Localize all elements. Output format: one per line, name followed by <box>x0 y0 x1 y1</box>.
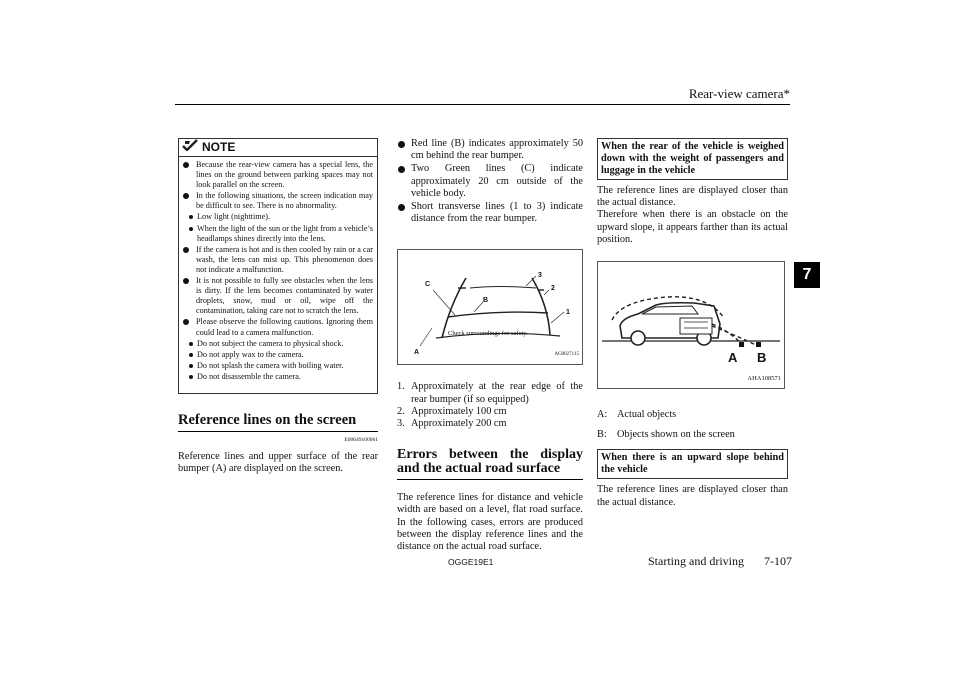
section-title: Reference lines on the screen <box>178 411 357 428</box>
note-item: In the following situations, the screen indication may be difficult to see. There is no abnormality. <box>183 191 373 211</box>
figure-code: AG0027115 <box>554 352 579 358</box>
section-body: Reference lines and upper surface of the rear bumper (A) are displayed on the screen. <box>178 451 378 475</box>
label-c: C <box>425 281 431 289</box>
sub-bullet-icon <box>189 342 193 346</box>
sub-bullet-icon <box>189 353 193 357</box>
list-item: 1. Approximately at the rear edge of the rear bumper (if so equipped) <box>397 381 583 405</box>
page-number: 7-107 <box>764 554 792 568</box>
section-rule <box>178 431 378 432</box>
bullet-icon <box>183 247 189 253</box>
sub-bullet-icon <box>189 375 193 379</box>
section-code: E00649100061 <box>344 436 378 443</box>
note-label: NOTE <box>202 140 236 155</box>
subheading-box: When there is an upward slope behind the vehicle <box>597 449 788 479</box>
screen-caption: Check surroundings for safety. <box>448 330 528 338</box>
note-item: It is not possible to fully see obstacles when the lens is dirty. If the lens becomes contaminated by water droplets, snow, mud or oil, wipe off the contamination, taking care not to scratch the lens. <box>183 276 373 316</box>
legend-row: A: Actual objects <box>597 409 677 421</box>
vehicle-slope-figure <box>597 261 785 389</box>
note-body <box>179 157 377 393</box>
footer-section: Starting and driving <box>648 554 744 568</box>
list-item: Red line (B) indicates approximately 50 cm behind the rear bumper. <box>397 138 583 162</box>
label-1: 1 <box>566 309 570 317</box>
footer-page <box>648 554 792 569</box>
list-item: Two Green lines (C) indicate approximately 20 cm outside of the vehicle body. <box>397 163 583 200</box>
bullet-icon <box>183 278 189 284</box>
header-rule <box>175 104 790 105</box>
note-item: Because the rear-view camera has a special lens, the lines on the ground between parking spaces may not look parallel on the screen. <box>183 160 373 190</box>
note-subitem: Do not subject the camera to physical shock. <box>189 339 373 349</box>
sub-bullet-icon <box>189 227 193 231</box>
column-left <box>178 138 378 476</box>
paragraph: Therefore when there is an obstacle on the upward slope, it appears farther than its actual position. <box>597 209 788 245</box>
camera-screen-figure <box>397 249 583 365</box>
note-subitem: When the light of the sun or the light from a vehicle’s headlamps shines directly into the lens. <box>189 224 373 244</box>
legend-row: B: Objects shown on the screen <box>597 429 735 441</box>
note-item: Please observe the following cautions. Ignoring them could lead to a camera malfunction. <box>183 317 373 337</box>
bullet-icon <box>183 193 189 199</box>
label-b: B <box>483 297 489 305</box>
figure-legend <box>597 409 788 441</box>
section-rule <box>397 479 583 480</box>
figure-code: AHA108571 <box>747 374 781 382</box>
note-subitem: Do not splash the camera with boiling water. <box>189 361 373 371</box>
bullet-icon <box>183 162 189 168</box>
paragraph: The reference lines are displayed closer than the actual distance. <box>597 484 788 508</box>
chapter-tab: 7 <box>794 262 820 288</box>
numbered-list <box>397 381 583 430</box>
camera-screen-diagram <box>398 250 582 364</box>
section-body: The reference lines for distance and vehicle width are based on a level, flat road surface. In the following cases, errors are produced between the display reference lines and the distance on the actual road surface. <box>397 492 583 553</box>
list-item: 3. Approximately 200 cm <box>397 418 507 430</box>
note-subitem: Low light (nighttime). <box>189 212 373 222</box>
paragraph: The reference lines are displayed closer than the actual distance. <box>597 185 788 209</box>
section-title: Errors between the display and the actual road surface <box>397 447 583 477</box>
bullet-icon <box>398 166 405 173</box>
subheading-box: When the rear of the vehicle is weighed down with the weight of passengers and luggage in the vehicle <box>597 138 788 180</box>
note-icon <box>182 139 198 155</box>
running-header-title: Rear-view camera* <box>688 86 790 101</box>
label-a: A <box>414 349 420 357</box>
list-item: 2. Approximately 100 cm <box>397 405 507 417</box>
bullet-icon <box>398 204 405 211</box>
vehicle-slope-diagram <box>598 262 784 388</box>
column-middle <box>397 138 583 553</box>
note-subitem: Do not apply wax to the camera. <box>189 350 373 360</box>
note-header <box>179 139 377 157</box>
note-box <box>178 138 378 394</box>
footer-code: OGGE19E1 <box>448 557 494 567</box>
note-subitem: Do not disassemble the camera. <box>189 372 373 382</box>
label-3: 3 <box>538 272 542 280</box>
bullet-icon <box>398 141 405 148</box>
sub-bullet-icon <box>189 215 193 219</box>
label-b: B <box>757 350 767 366</box>
label-a: A <box>728 350 738 366</box>
list-item: Short transverse lines (1 to 3) indicate distance from the rear bumper. <box>397 201 583 225</box>
bullet-icon <box>183 319 189 325</box>
note-item: If the camera is hot and is then cooled by rain or a car wash, the lens can mist up. This phenomenon does not indicate a malfunction. <box>183 245 373 275</box>
sub-bullet-icon <box>189 364 193 368</box>
label-2: 2 <box>551 285 555 293</box>
column-right <box>597 138 788 509</box>
